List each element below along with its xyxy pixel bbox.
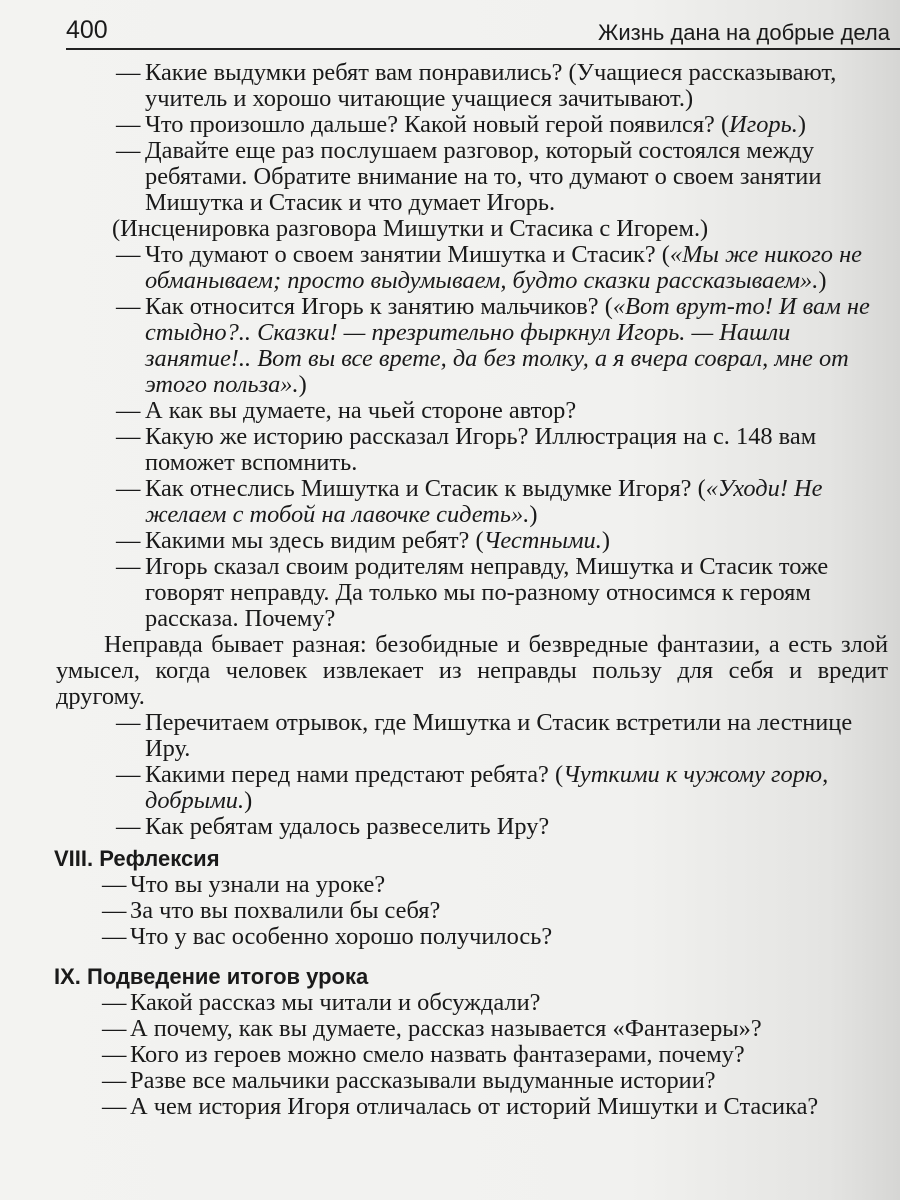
question-item (0, 294, 900, 398)
dash: — (116, 111, 141, 138)
question-text: Что думают о своем занятии Мишутка и Стасик? ( (145, 241, 670, 268)
page-number: 400 (66, 16, 108, 44)
answer-text: Игорь. (729, 111, 798, 138)
dash: — (102, 1067, 127, 1094)
question-text: Что вы узнали на уроке? (130, 871, 386, 898)
dash: — (116, 59, 141, 86)
page-content (0, 60, 900, 1120)
dash: — (102, 871, 127, 898)
dash: — (102, 1093, 127, 1120)
closing-paren: ) (818, 267, 827, 294)
question-text: Как относится Игорь к занятию мальчиков? ( (145, 293, 613, 320)
question-item (0, 1042, 900, 1068)
dash: — (116, 397, 141, 424)
question-item (0, 112, 900, 138)
dash: — (102, 989, 127, 1016)
question-item (0, 554, 900, 632)
dash: — (116, 709, 141, 736)
question-text: Какими мы здесь видим ребят? ( (145, 527, 484, 554)
question-item (0, 924, 900, 950)
dash: — (116, 241, 141, 268)
question-text: Какими перед нами предстают ребята? ( (145, 761, 564, 788)
answer-text: Честными. (483, 527, 602, 554)
question-item (0, 528, 900, 554)
closing-paren: ) (529, 501, 538, 528)
question-text: А чем история Игоря отличалась от историй Мишутки и Стасика? (130, 1093, 819, 1120)
question-text: Что у вас особенно хорошо получилось? (130, 923, 553, 950)
answer-text: «Уходи! Не желаем с тобой на лавочке сидеть». (145, 475, 823, 528)
question-text: Какой рассказ мы читали и обсуждали? (130, 989, 541, 1016)
question-item (0, 898, 900, 924)
dash: — (116, 423, 141, 450)
question-text: За что вы похвалили бы себя? (130, 897, 441, 924)
question-text: Как ребятам удалось развеселить Иру? (145, 813, 550, 840)
closing-paren: ) (244, 787, 253, 814)
question-text: Какую же историю рассказал Игорь? Иллюстрация на с. 148 вам поможет вспомнить. (145, 423, 817, 476)
dash: — (116, 761, 141, 788)
answer-text: Чуткими к чужому горю, добрыми. (145, 761, 829, 814)
question-text: Что произошло дальше? Какой новый герой появился? ( (145, 111, 730, 138)
dash: — (116, 553, 141, 580)
staging-note: (Инсценировка разговора Мишутки и Стасика с Игорем.) (112, 215, 709, 242)
question-item (0, 762, 900, 814)
dash: — (116, 475, 141, 502)
question-text: Разве все мальчики рассказывали выдуманные истории? (130, 1067, 716, 1094)
page-header (66, 14, 900, 50)
question-item (0, 476, 900, 528)
question-item (0, 710, 900, 762)
dash: — (116, 813, 141, 840)
question-text: А почему, как вы думаете, рассказ называется «Фантазеры»? (130, 1015, 762, 1042)
running-title: Жизнь дана на добрые дела (598, 20, 890, 45)
question-text: Какие выдумки ребят вам понравились? (Учащиеся рассказывают, учитель и хорошо читающие учащиеся зачитывают.) (145, 59, 837, 112)
question-text: Давайте еще раз послушаем разговор, который состоялся между ребятами. Обратите внимание на то, что думают о своем занятии Мишутка и Стасик и что думает Игорь. (145, 137, 822, 216)
question-item (0, 1094, 900, 1120)
closing-paren: ) (298, 371, 307, 398)
answer-text: «Мы же никого не обманываем; просто выдумываем, будто сказки рассказываем». (145, 241, 862, 294)
question-text: Кого из героев можно смело назвать фантазерами, почему? (130, 1041, 745, 1068)
section-heading-reflection: VIII. Рефлексия (54, 846, 220, 871)
question-item (0, 60, 900, 112)
dash: — (102, 1041, 127, 1068)
section-heading-summary: IX. Подведение итогов урока (54, 964, 369, 989)
dash: — (102, 1015, 127, 1042)
dash: — (116, 137, 141, 164)
dash: — (116, 527, 141, 554)
dash: — (102, 923, 127, 950)
question-text: Игорь сказал своим родителям неправду, Мишутка и Стасик тоже говорят неправду. Да только мы по-разному относимся к героям рассказа. Почему? (145, 553, 829, 632)
question-item (0, 1068, 900, 1094)
question-text: Перечитаем отрывок, где Мишутка и Стасик встретили на лестнице Иру. (145, 709, 853, 762)
question-text: Как отнеслись Мишутка и Стасик к выдумке Игоря? ( (145, 475, 706, 502)
question-item (0, 398, 900, 424)
question-text: А как вы думаете, на чьей стороне автор? (145, 397, 577, 424)
question-item (0, 990, 900, 1016)
question-item (0, 1016, 900, 1042)
question-item (0, 872, 900, 898)
dash: — (116, 293, 141, 320)
question-item (0, 242, 900, 294)
question-item (0, 814, 900, 840)
teacher-paragraph: Неправда бывает разная: безобидные и безвредные фантазии, а есть злой умысел, когда человек извлекает из неправды пользу для себя и вредит другому. (56, 631, 888, 710)
answer-text: «Вот врут-то! И вам не стыдно?.. Сказки! — презрительно фыркнул Игорь. — Нашли занятие!.. Вот вы все врете, да без толку, а я вчера соврал, мне от этого польза». (145, 293, 870, 398)
dash: — (102, 897, 127, 924)
closing-paren: ) (797, 111, 806, 138)
closing-paren: ) (601, 527, 610, 554)
question-item (0, 138, 900, 216)
question-item (0, 424, 900, 476)
